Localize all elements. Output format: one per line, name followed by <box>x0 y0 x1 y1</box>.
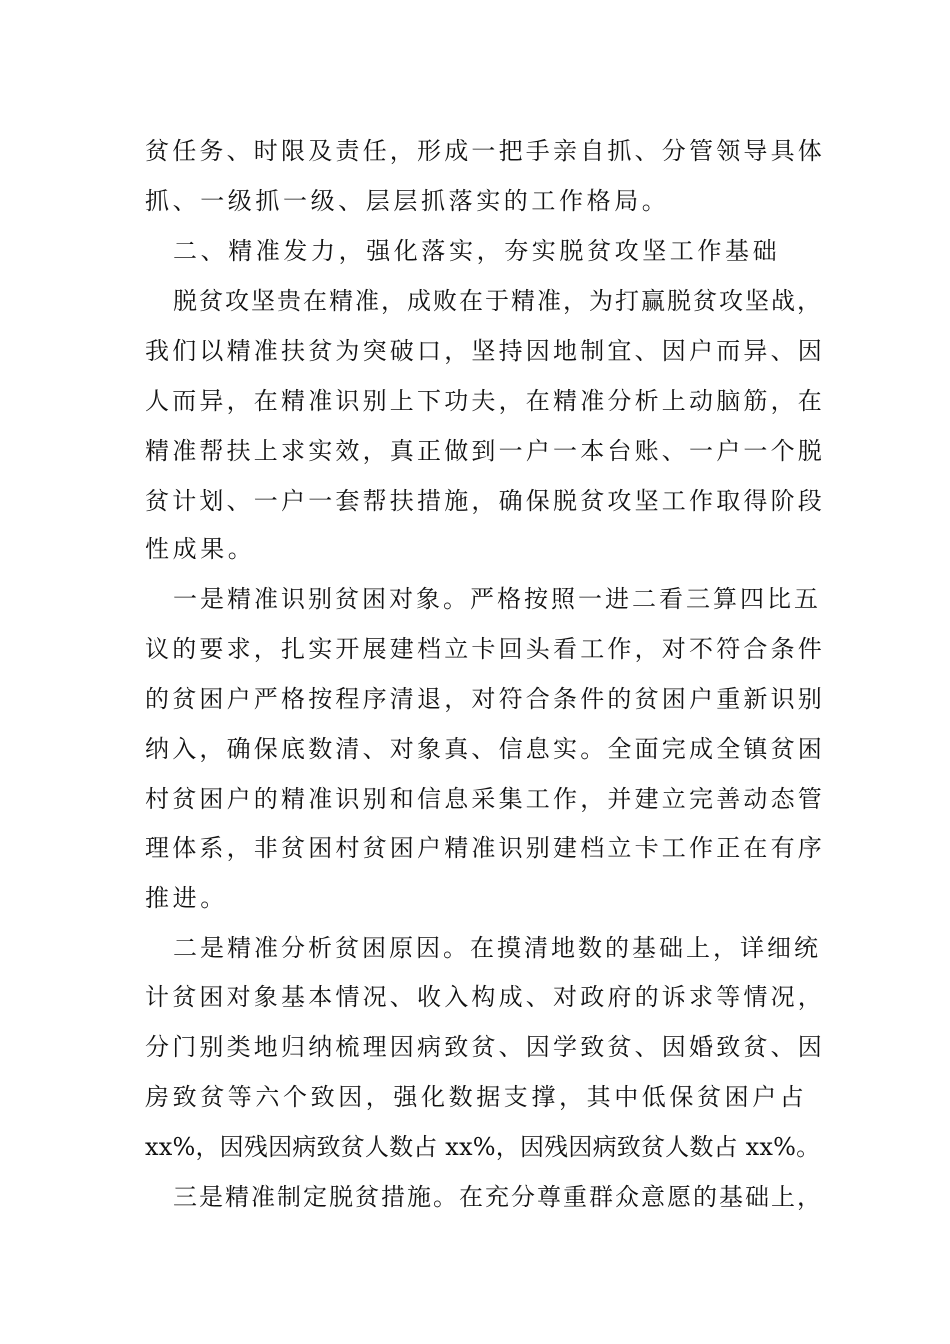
text-line-18: 计贫困对象基本情况、收入构成、对政府的诉求等情况， <box>145 983 825 1011</box>
text-line-2: 抓、一级抓一级、层层抓落实的工作格局。 <box>145 187 670 215</box>
text-line-21: xx%，因残因病致贫人数占 xx%，因残因病致贫人数占 xx%。 <box>145 1133 821 1161</box>
text-line-13: 纳入，确保底数清、对象真、信息实。全面完成全镇贫困 <box>145 735 825 763</box>
text-line-5: 我们以精准扶贫为突破口，坚持因地制宜、因户而异、因 <box>145 337 825 365</box>
text-line-15: 理体系，非贫困村贫困户精准识别建档立卡工作正在有序 <box>145 834 825 862</box>
text-line-19: 分门别类地归纳梳理因病致贫、因学致贫、因婚致贫、因 <box>145 1033 825 1061</box>
section-heading: 二、精准发力，强化落实，夯实脱贫攻坚工作基础 <box>173 237 781 265</box>
text-line-11: 议的要求，扎实开展建档立卡回头看工作，对不符合条件 <box>145 635 825 663</box>
text-line-4: 脱贫攻坚贵在精准，成败在于精准，为打赢脱贫攻坚战， <box>173 287 823 315</box>
text-line-8: 贫计划、一户一套帮扶措施，确保脱贫攻坚工作取得阶段 <box>145 487 825 515</box>
text-line-7: 精准帮扶上求实效，真正做到一户一本台账、一户一个脱 <box>145 437 825 465</box>
text-line-9: 性成果。 <box>145 535 256 563</box>
text-line-12: 的贫困户严格按程序清退，对符合条件的贫困户重新识别 <box>145 685 825 713</box>
text-line-14: 村贫困户的精准识别和信息采集工作，并建立完善动态管 <box>145 785 825 813</box>
text-line-6: 人而异，在精准识别上下功夫，在精准分析上动脑筋，在 <box>145 387 825 415</box>
text-line-22: 三是精准制定脱贫措施。在充分尊重群众意愿的基础上， <box>173 1183 823 1211</box>
text-line-16: 推进。 <box>145 884 228 912</box>
text-line-1: 贫任务、时限及责任，形成一把手亲自抓、分管领导具体 <box>145 137 825 165</box>
text-line-10: 一是精准识别贫困对象。严格按照一进二看三算四比五 <box>173 585 821 613</box>
text-line-17: 二是精准分析贫困原因。在摸清地数的基础上，详细统 <box>173 934 821 962</box>
text-line-20: 房致贫等六个致因，强化数据支撑，其中低保贫困户占 <box>145 1083 808 1111</box>
